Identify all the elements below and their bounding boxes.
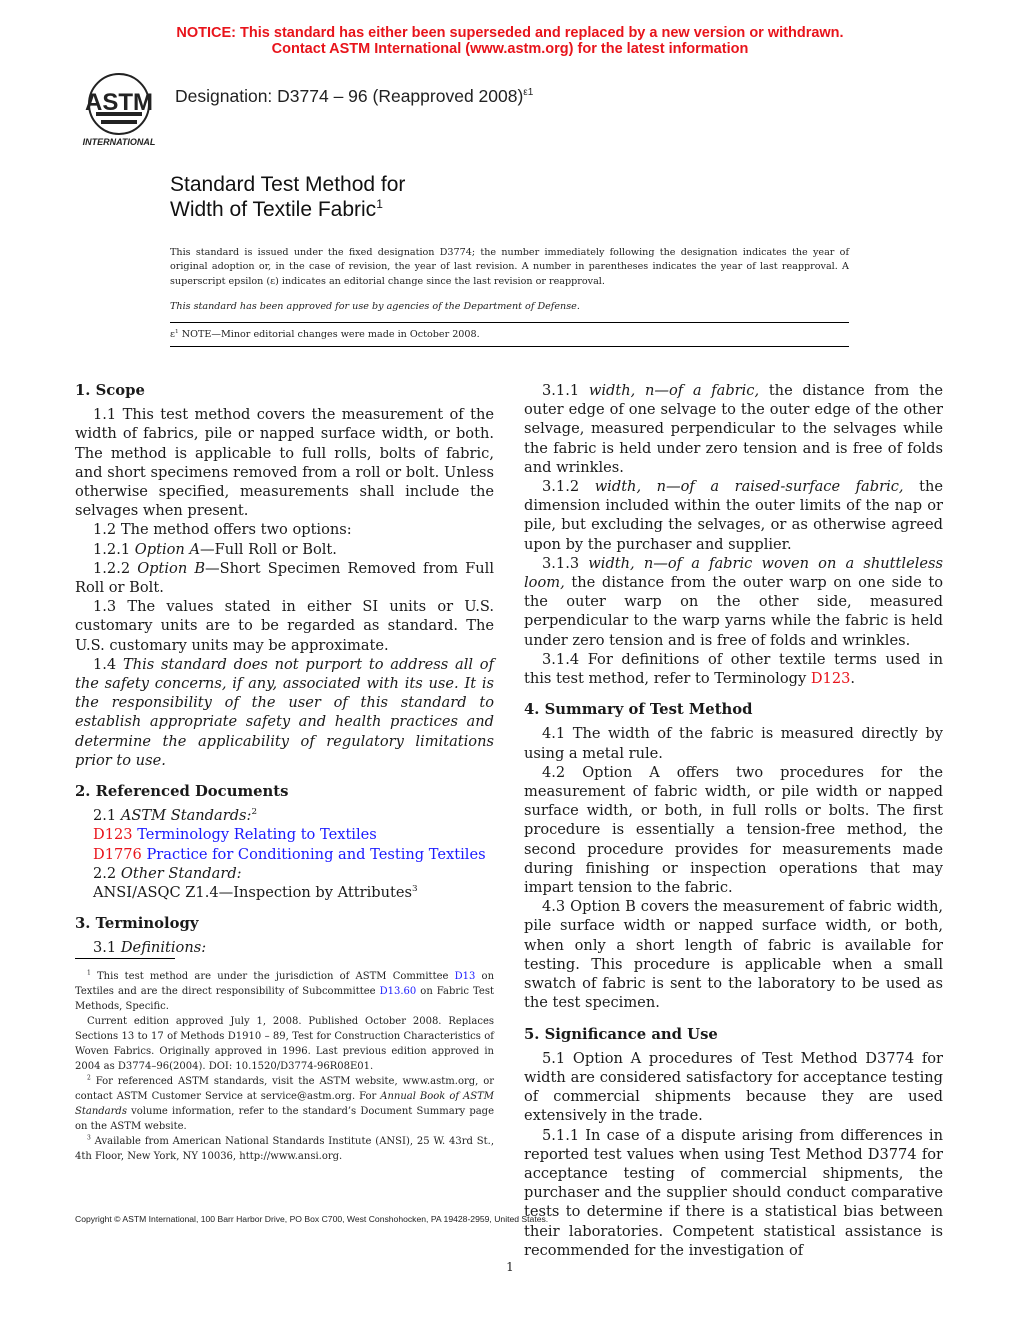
text-run: ANSI/ASQC Z1.4—Inspection by Attributes — [93, 884, 413, 902]
text-run: Option B — [137, 559, 206, 577]
text-run: 4. Summary of Test Method — [524, 701, 753, 719]
paragraph — [524, 897, 943, 1012]
section-heading — [524, 700, 943, 719]
document-title — [170, 173, 405, 222]
text-run: Option A — [134, 540, 200, 558]
reference-link[interactable]: D1776 — [93, 845, 142, 863]
text-run: the dimension included within the outer limits of the nap or pile, but excluding the selvages, or as otherwise agreed upon by the purchaser and supplier. — [524, 478, 944, 553]
paragraph — [524, 763, 943, 897]
text-run: Definitions: — [120, 939, 207, 957]
issued-statement: This standard is issued under the fixed designation D3774; the number immediately following the designation indicates the year of original adoption or, in the case of revision, the year of last revision. A number in parentheses indicates the year of last reapproval. A superscript epsilon (ε) indicates an editorial change since the last revision or reapproval. — [170, 247, 849, 287]
paragraph — [75, 597, 494, 655]
text-run: the distance from the outer warp on one side to the outer warp on the other side, measured perpendicular to the warp yarns while the fabric is held under zero tension and is free of folds and wrinkles. — [524, 574, 943, 649]
footnote — [75, 1074, 494, 1134]
text-run: 1.2.2 — [93, 559, 138, 577]
note-sup: 1 — [174, 329, 179, 335]
text-run: 1.2 The method offers two options: — [93, 521, 352, 539]
paragraph — [75, 540, 494, 559]
footnote-mark: 2 — [87, 1074, 91, 1082]
footnote-divider — [75, 958, 175, 959]
text-run: For referenced ASTM standards, visit the ASTM website, www.astm.org, or contact ASTM Customer Service at service@astm.org. For — [75, 1076, 494, 1102]
text-run: on Textiles and are the direct responsibility of Subcommittee — [75, 971, 495, 997]
text-run: 3.1.4 For definitions of other textile terms used in this test method, refer to Terminology — [524, 650, 943, 688]
text-run: 1.1 This test method covers the measurement of the width of fabrics, pile or napped surface width, or both. The method is applicable to full rolls, bolts of fabric, and short specimens removed from a roll or bolt. Unless otherwise specified, measurements shall include the selvages when present. — [75, 406, 494, 520]
paragraph — [75, 883, 494, 902]
paragraph — [75, 520, 494, 539]
paragraph — [75, 938, 494, 957]
reference-link[interactable]: D123 — [810, 670, 851, 688]
svg-text:ASTM: ASTM — [85, 89, 153, 116]
paragraph — [524, 1049, 943, 1126]
footnote-mark: 3 — [412, 884, 418, 895]
text-run: width, n—of a fabric, — [588, 382, 760, 399]
text-run: —Short Specimen Removed from Full Roll or Bolt. — [75, 559, 494, 597]
right-column — [524, 381, 943, 1260]
text-run: This standard does not purport to address all of the safety concerns, if any, associated with its use. It is the responsibility of the user of this standard to establish appropriate safety and health practices and determine the applicability of regulatory limitations prior to use. — [75, 655, 494, 769]
text-run: 5.1 Option A procedures of Test Method D3774 for width are considered satisfactory for acceptance testing of commercial shipments because they are used extensively in the trade. — [524, 1049, 943, 1125]
text-run: 3.1.2 — [542, 478, 595, 496]
text-run: 1.2.1 — [93, 540, 135, 558]
text-run: 2.1 — [93, 807, 121, 825]
section-heading — [75, 782, 494, 801]
paragraph — [75, 655, 494, 770]
paragraph — [75, 825, 494, 844]
text-run: on Fabric Test Methods, Specific. — [75, 986, 494, 1012]
title-line-2 — [170, 198, 405, 223]
footnote-mark: 1 — [87, 969, 91, 977]
text-run: the distance from the outer edge of one selvage to the outer edge of the other selvage, measured perpendicular to the selvages while the fabric is held under zero tension and is free of folds and wrinkles. — [524, 382, 943, 476]
paragraph — [524, 1126, 943, 1260]
text-run: 1. Scope — [75, 382, 145, 399]
footnote-mark: 3 — [87, 1134, 91, 1142]
text-run: . — [850, 670, 856, 688]
reference-link[interactable]: Terminology Relating to Textiles — [132, 826, 377, 844]
text-run: 2. Referenced Documents — [75, 783, 289, 801]
title-text: Width of Textile Fabric — [170, 197, 377, 221]
designation-label: Designation: D3774 – 96 (Reapproved 2008) — [175, 86, 524, 106]
designation — [175, 86, 533, 107]
reference-link[interactable]: D13 — [454, 971, 476, 982]
text-run: 1.3 The values stated in either SI units or U.S. customary units are to be regarded as standard. The U.S. customary units may be approximate. — [75, 598, 494, 654]
svg-text:INTERNATIONAL: INTERNATIONAL — [82, 137, 156, 147]
note-text: NOTE—Minor editorial changes were made in October 2008. — [178, 329, 480, 341]
copyright: Copyright © ASTM International, 100 Barr Harbor Drive, PO Box C700, West Conshohocken, PA 19428-2959, United States. — [75, 1214, 549, 1224]
footnote — [75, 1134, 494, 1164]
text-run: Available from American National Standards Institute (ANSI), 25 W. 43rd St., 4th Floor, New York, NY 10036, http://www.ansi.org. — [75, 1136, 494, 1162]
title-footnote-mark: 1 — [376, 196, 383, 211]
text-run: This test method are under the jurisdiction of ASTM Committee — [90, 971, 455, 982]
title-line-1: Standard Test Method for — [170, 173, 406, 196]
intro-block — [170, 246, 849, 347]
paragraph — [524, 554, 943, 650]
note-epsilon: ε — [170, 329, 175, 341]
text-run: width, n—of a raised-surface fabric, — [594, 478, 904, 496]
notice-line-2: Contact ASTM International (www.astm.org) for the latest information — [271, 40, 749, 57]
designation-epsilon: ε1 — [523, 87, 534, 99]
text-run: 5.1.1 In case of a dispute arising from differences in reported test values when using Test Method D3774 for acceptance testing of commercial shipments, the purchaser and the supplier should conduct comparative tests to determine if there is a statistical bias between their laboratories. Competent statistical assistance is recommended for the investigation of — [524, 1126, 943, 1259]
paragraph — [75, 864, 494, 883]
paragraph — [524, 724, 943, 762]
text-run: 3.1.3 — [542, 554, 589, 572]
section-heading — [75, 914, 494, 933]
reference-link[interactable]: D13.60 — [379, 986, 417, 997]
paragraph — [75, 845, 494, 864]
text-run: Other Standard: — [120, 864, 242, 882]
paragraph — [524, 477, 943, 554]
supersede-notice — [0, 26, 1020, 57]
astm-logo — [76, 72, 162, 148]
footnotes — [75, 969, 494, 1164]
section-heading — [524, 1025, 943, 1044]
text-run: —Full Roll or Bolt. — [199, 540, 337, 558]
footnote — [75, 1014, 494, 1074]
paragraph — [75, 806, 494, 825]
reference-link[interactable]: Practice for Conditioning and Testing Textiles — [141, 845, 486, 863]
text-run: Current edition approved July 1, 2008. Published October 2008. Replaces Sections 13 to 17 of Methods D1910 – 89, Test for Construction Characteristics of Woven Fabrics. Originally approved in 1996. Last previous edition approved in 2004 as D3774–96(2004). DOI: 10.1520/D3774-96R08E01. — [75, 1016, 494, 1072]
text-run: 4.3 Option B covers the measurement of fabric width, pile surface width or napped surface width, or both, when only a short length of fabric is available for testing. This procedure is applicable when a small swatch of fabric is sent to the laboratory to be used as the test specimen. — [524, 898, 943, 1012]
text-run: 3. Terminology — [75, 915, 199, 933]
dod-statement: This standard has been approved for use by agencies of the Department of Defense. — [170, 300, 580, 312]
text-run: 3.1 — [93, 939, 121, 957]
text-run: width, n—of a fabric woven on a shuttleless loom, — [524, 554, 943, 592]
text-run: 4.2 Option A offers two procedures for the measurement of fabric width, or pile width or napped surface width, or both, in full rolls or bolts. The first procedure is essentially a tension-free method, the second procedure provides for measurements made during finishing or inspection operations that may impart tension to the fabric. — [524, 763, 943, 897]
text-run: 1.4 — [93, 655, 123, 673]
footnote-mark: 2 — [251, 807, 258, 818]
paragraph — [524, 381, 943, 477]
paragraph — [524, 650, 943, 688]
editorial-note — [170, 323, 849, 347]
paragraph — [75, 405, 494, 520]
paragraph — [75, 559, 494, 597]
text-run: volume information, refer to the standard’s Document Summary page on the ASTM website. — [75, 1106, 494, 1132]
text-run: 4.1 The width of the fabric is measured directly by using a metal rule. — [524, 725, 943, 762]
text-run: 3.1.1 — [542, 382, 589, 399]
left-column — [75, 381, 494, 958]
reference-link[interactable]: D123 — [93, 826, 133, 844]
text-run: ASTM Standards: — [120, 807, 252, 825]
text-run: 2.2 — [93, 864, 121, 882]
text-run: 5. Significance and Use — [524, 1025, 718, 1043]
text-run: Annual Book of ASTM Standards — [75, 1091, 494, 1117]
notice-line-1: NOTICE: This standard has either been superseded and replaced by a new version or withdrawn. — [176, 25, 844, 41]
section-heading — [75, 381, 494, 400]
footnote — [75, 969, 494, 1014]
page-number: 1 — [506, 1260, 514, 1274]
